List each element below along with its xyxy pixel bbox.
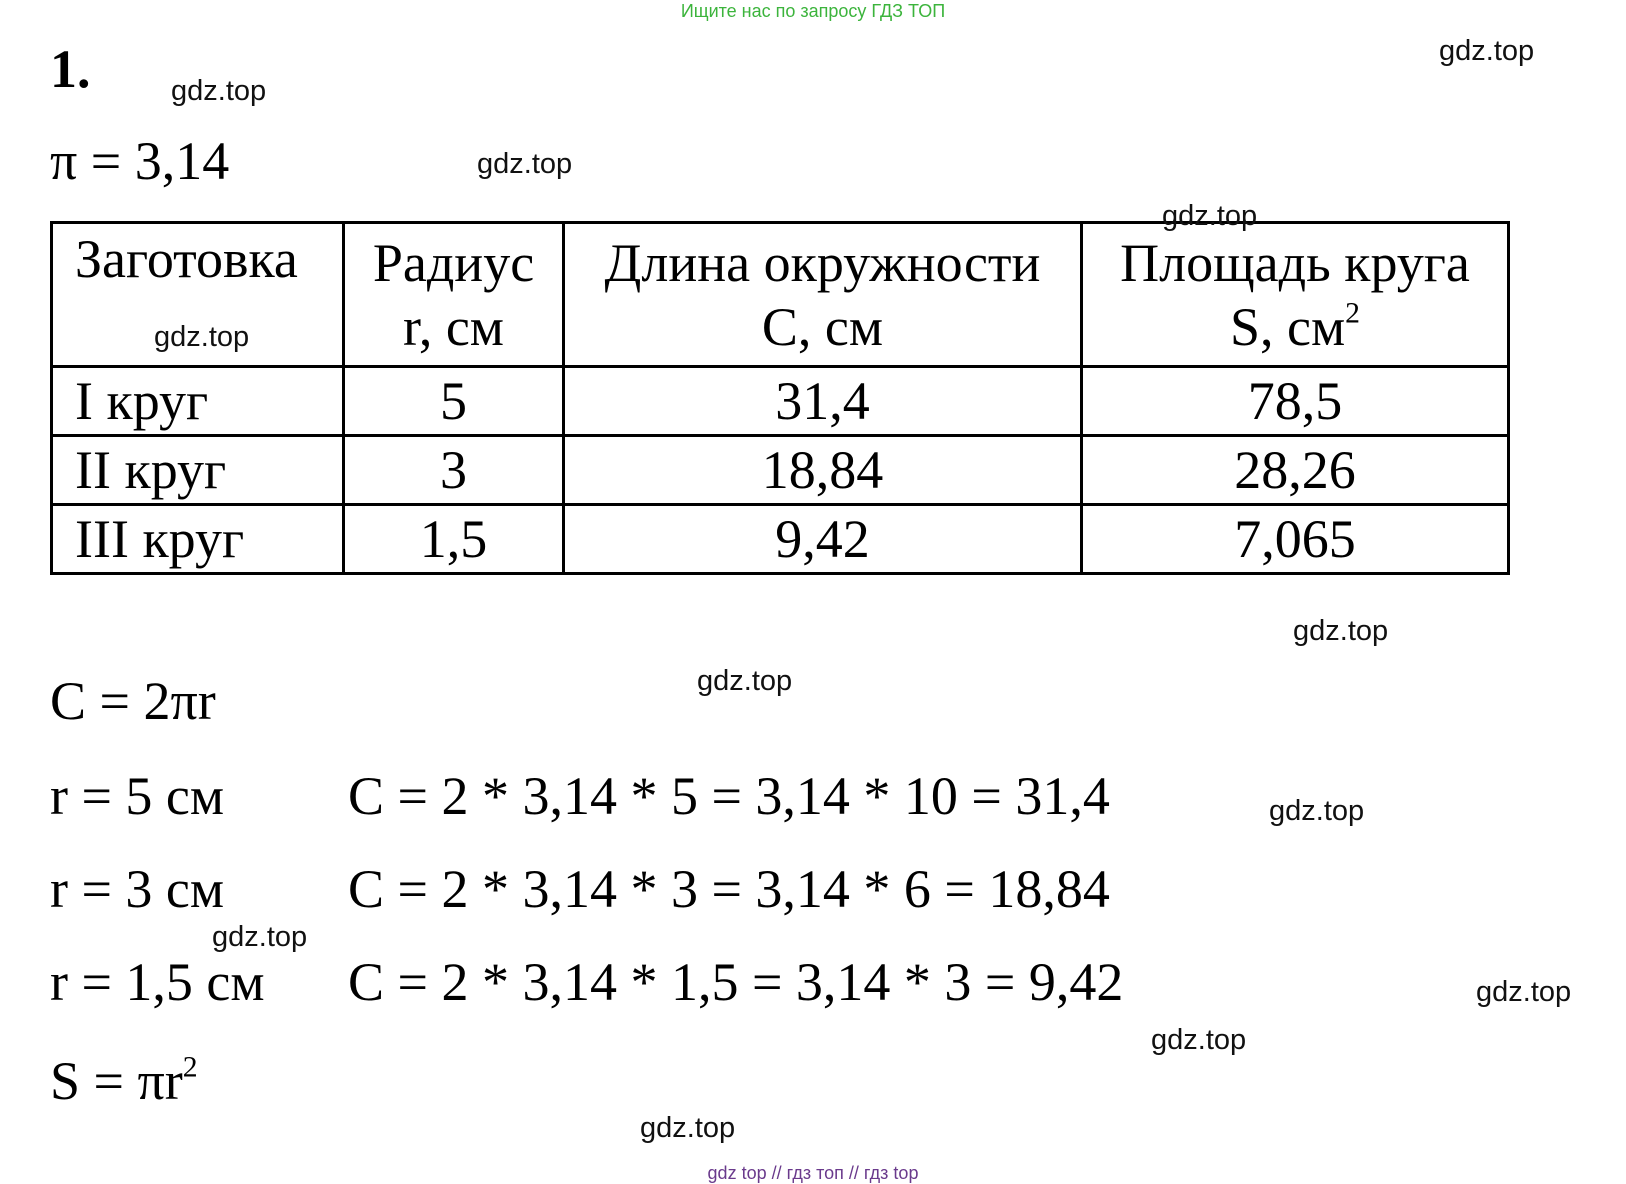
- row-area: 28,26: [1082, 436, 1509, 505]
- watermark: gdz.top: [154, 321, 250, 353]
- row-radius: 1,5: [344, 505, 564, 574]
- task-number: 1.: [50, 39, 91, 99]
- calc-given-3: r = 1,5 см: [50, 952, 265, 1012]
- row-area: 7,065: [1082, 505, 1509, 574]
- bottom-banner[interactable]: gdz top // гдз топ // гдз top: [707, 1163, 919, 1183]
- watermark: gdz.top: [1476, 976, 1572, 1008]
- header-unit-sup: 2: [1345, 297, 1360, 330]
- row-circumference: 31,4: [564, 367, 1082, 436]
- header-label: Заготовка: [75, 229, 298, 289]
- circumference-formula: C = 2πr: [50, 671, 216, 731]
- calc-given-2: r = 3 см: [50, 859, 225, 919]
- header-label: Радиус: [372, 232, 535, 293]
- row-radius: 3: [344, 436, 564, 505]
- pi-value: π = 3,14: [50, 131, 230, 191]
- row-circumference: 18,84: [564, 436, 1082, 505]
- header-circumference: [564, 223, 1082, 367]
- watermark: gdz.top: [1439, 35, 1535, 67]
- calc-expression-1: C = 2 * 3,14 * 5 = 3,14 * 10 = 31,4: [348, 766, 1110, 826]
- row-name: I круг: [52, 367, 344, 436]
- top-banner[interactable]: Ищите нас по запросу ГДЗ ТОП: [680, 1, 946, 21]
- watermark: gdz.top: [640, 1112, 736, 1144]
- header-unit: r, см: [403, 296, 504, 357]
- watermark: gdz.top: [212, 921, 308, 953]
- header-label: Площадь круга: [1120, 232, 1470, 293]
- watermark: gdz.top: [1293, 615, 1389, 647]
- header-unit: C, см: [761, 296, 884, 357]
- calc-given-1: r = 5 см: [50, 766, 225, 826]
- area-formula-base: S = πr: [50, 1051, 183, 1111]
- header-label: Длина окружности: [604, 232, 1041, 293]
- table-header-row: [52, 223, 1509, 367]
- row-name: III круг: [52, 505, 344, 574]
- header-radius: [344, 223, 564, 367]
- row-name: II круг: [52, 436, 344, 505]
- watermark: gdz.top: [697, 665, 793, 697]
- calc-expression-2: C = 2 * 3,14 * 3 = 3,14 * 6 = 18,84: [348, 859, 1110, 919]
- calc-expression-3: C = 2 * 3,14 * 1,5 = 3,14 * 3 = 9,42: [348, 952, 1124, 1012]
- watermark: gdz.top: [1151, 1024, 1247, 1056]
- table-row: [52, 367, 1509, 436]
- watermark: gdz.top: [477, 148, 573, 180]
- table-row: [52, 505, 1509, 574]
- area-formula: [50, 1050, 198, 1112]
- watermark: gdz.top: [171, 75, 267, 107]
- watermark: gdz.top: [1269, 795, 1365, 827]
- watermark: gdz.top: [1162, 200, 1258, 232]
- row-radius: 5: [344, 367, 564, 436]
- header-area: [1082, 223, 1509, 367]
- header-unit-text: S, см: [1229, 296, 1346, 357]
- row-area: 78,5: [1082, 367, 1509, 436]
- row-circumference: 9,42: [564, 505, 1082, 574]
- header-unit: [1083, 296, 1507, 357]
- area-formula-sup: 2: [182, 1051, 198, 1084]
- table-row: [52, 436, 1509, 505]
- results-table: [50, 221, 1510, 575]
